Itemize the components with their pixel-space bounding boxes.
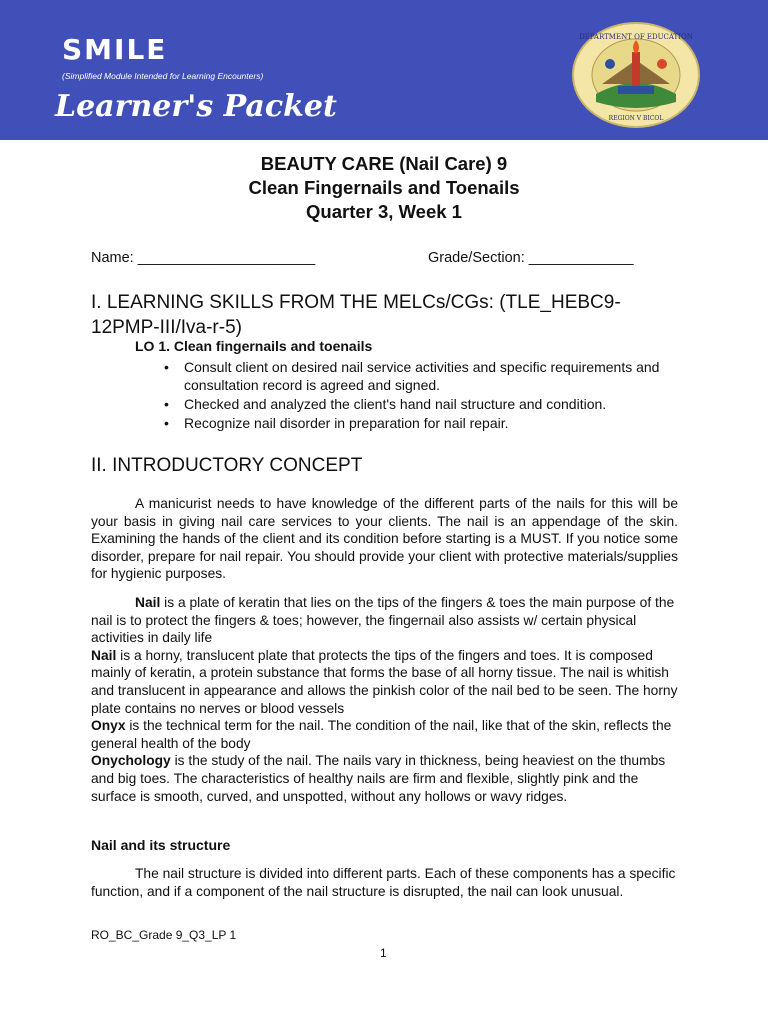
section1-heading-line1: I. LEARNING SKILLS FROM THE MELCs/CGs: (TLE_HEBC9-	[91, 292, 621, 313]
brand-subtitle: (Simplified Module Intended for Learning Encounters)	[62, 71, 264, 81]
deped-seal-logo	[572, 22, 700, 128]
svg-text:DEPARTMENT OF EDUCATION: DEPARTMENT OF EDUCATION	[579, 33, 693, 41]
svg-text:REGION V BICOL: REGION V BICOL	[608, 115, 664, 122]
section2-heading: II. INTRODUCTORY CONCEPT	[91, 455, 363, 476]
learning-objective: LO 1. Clean fingernails and toenails	[135, 338, 373, 354]
header-banner	[0, 0, 768, 140]
list-item: • Recognize nail disorder in preparation for nail repair.	[184, 414, 684, 432]
doc-title-line1: BEAUTY CARE (Nail Care) 9	[260, 153, 508, 174]
section1-heading	[91, 290, 691, 340]
grade-section-field[interactable]: Grade/Section: _____________	[428, 250, 634, 266]
section1-heading-line2: 12PMP-III/Iva-r-5)	[91, 317, 242, 338]
definition-onychology: Onychology is the study of the nail. The nails vary in thickness, being heaviest on the thumbs and big toes. The characteristics of healthy nails are firm and flexible, slightly pink and the surface is smooth, curved, and unspotted, without any hollows or wavy ridges.	[91, 753, 666, 804]
definition-onyx: Onyx is the technical term for the nail. The condition of the nail, like that of the skin, reflects the general health of the body	[91, 718, 672, 751]
name-field[interactable]: Name: ______________________	[91, 250, 316, 266]
definition-nail-2: Nail is a horny, translucent plate that protects the tips of the fingers and toes. It is composed mainly of keratin, a protein substance that forms the base of all horny tissue. The nail is whitish and translucent in appearance and allows the pinkish color of the nail bed to be seen. The horny plate contains no nerves or blood vessels	[91, 647, 678, 716]
list-item: • Checked and analyzed the client's hand nail structure and condition.	[184, 395, 684, 413]
footer-code: RO_BC_Grade 9_Q3_LP 1	[91, 928, 237, 942]
list-item: • Consult client on desired nail service activities and specific requirements and consultation record is agreed and signed.	[184, 358, 684, 394]
doc-title-line3: Quarter 3, Week 1	[306, 201, 462, 222]
packet-title: Learner's Packet	[55, 89, 337, 124]
skills-list	[184, 358, 684, 433]
brand-title: SMILE	[62, 33, 168, 66]
intro-paragraph: A manicurist needs to have knowledge of the different parts of the nails for this will be your basis in giving nail care services to your clients. The nail is an appendage of the skin. Examining the hands of the client and its condition before starting is a MUST. If you notice some disorder, prepare for nail repair. You should provide your client with protective materials/supplies for hygienic purposes.	[91, 496, 678, 582]
definition-nail-1: Nail is a plate of keratin that lies on the tips of the fingers & toes the main purpose of the nail is to protect the fingers & toes; however, the fingernail also assists w/ certain physical activities in daily life	[91, 595, 675, 646]
doc-title-line2: Clean Fingernails and Toenails	[248, 177, 520, 198]
structure-heading: Nail and its structure	[91, 837, 231, 853]
definitions-block	[91, 594, 678, 805]
page-number: 1	[380, 946, 387, 960]
structure-paragraph: The nail structure is divided into different parts. Each of these components has a specific function, and if a component of the nail structure is disrupted, the nail can look unusual.	[91, 866, 676, 899]
